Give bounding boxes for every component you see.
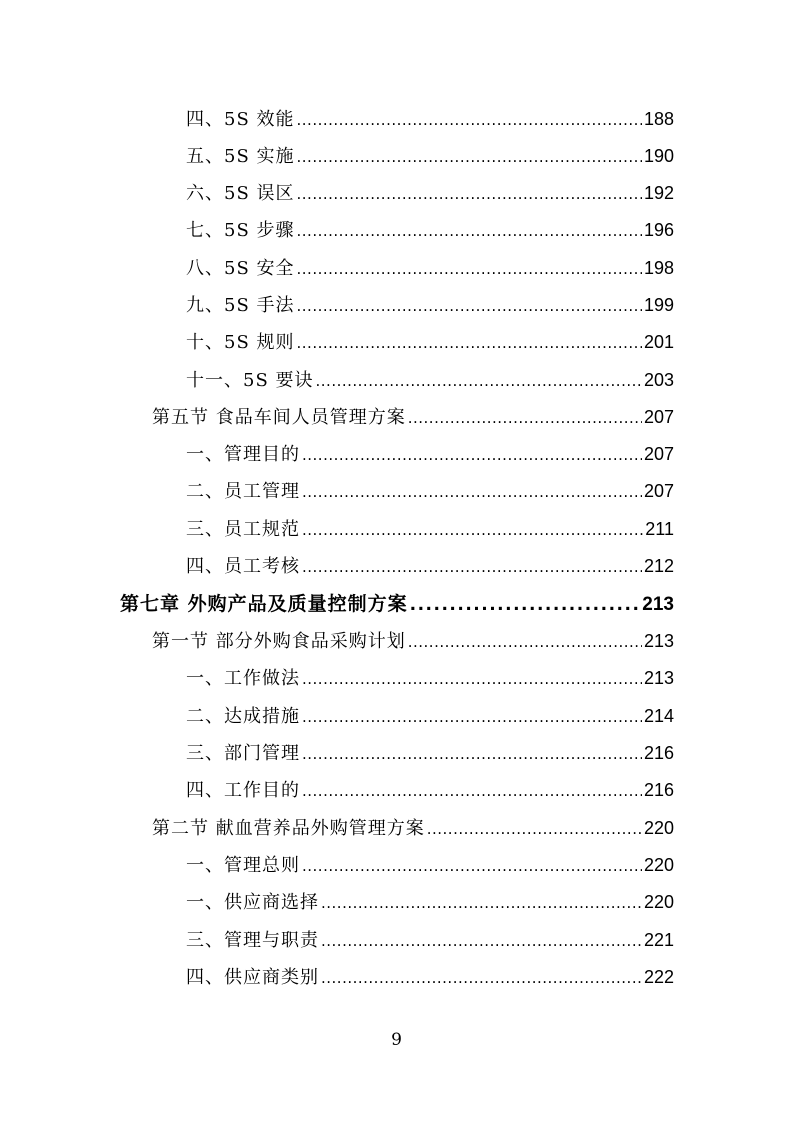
dot-leader — [302, 851, 642, 881]
toc-chapter-page: 213 — [642, 594, 674, 615]
dot-leader — [316, 366, 642, 396]
toc-entry[interactable] — [186, 775, 674, 805]
dot-leader — [302, 515, 643, 545]
dot-leader — [408, 403, 642, 433]
toc-entry-title: 十、5S 规则 — [186, 332, 295, 353]
page-number: 9 — [391, 1030, 402, 1050]
toc-entry-page: 190 — [643, 146, 674, 166]
dot-leader — [297, 179, 642, 209]
toc-section-title: 第二节 献血营养品外购管理方案 — [152, 818, 425, 839]
dot-leader — [302, 477, 642, 507]
toc-entry-page: 214 — [643, 706, 674, 726]
toc-section-page: 213 — [643, 631, 674, 651]
toc-section[interactable] — [152, 626, 674, 656]
toc-entry[interactable] — [186, 178, 674, 208]
dot-leader — [302, 702, 642, 732]
toc-entry[interactable] — [186, 925, 674, 955]
toc-entry-title: 九、5S 手法 — [186, 295, 295, 316]
toc-entry-page: 198 — [643, 258, 674, 278]
toc-entry[interactable] — [186, 290, 674, 320]
toc-entry-page: 211 — [645, 519, 674, 539]
toc-entry[interactable] — [186, 365, 674, 395]
toc-entry-page: 203 — [643, 370, 674, 390]
toc-entry-page: 188 — [643, 109, 674, 129]
toc-entry[interactable] — [186, 850, 674, 880]
toc-section-title: 第一节 部分外购食品采购计划 — [152, 631, 406, 652]
dot-leader — [321, 888, 642, 918]
dot-leader — [302, 552, 642, 582]
dot-leader — [302, 440, 642, 470]
toc-entry-page: 192 — [643, 183, 674, 203]
toc-entry[interactable] — [186, 104, 674, 134]
toc-entry[interactable] — [186, 327, 674, 357]
toc-entry-page: 220 — [643, 855, 674, 875]
toc-entry[interactable] — [186, 551, 674, 581]
toc-entry-title: 三、员工规范 — [186, 519, 300, 540]
toc-chapter[interactable] — [120, 589, 674, 619]
toc-section-title: 第五节 食品车间人员管理方案 — [152, 407, 406, 428]
dot-leader — [302, 739, 642, 769]
dot-leader — [297, 328, 642, 358]
toc-entry-title: 四、工作目的 — [186, 780, 300, 801]
toc-entry-page: 216 — [643, 743, 674, 763]
toc-entry[interactable] — [186, 887, 674, 917]
toc-entry-title: 三、部门管理 — [186, 743, 300, 764]
toc-entry[interactable] — [186, 141, 674, 171]
dot-leader — [408, 627, 642, 657]
toc-entry-title: 七、5S 步骤 — [186, 220, 295, 241]
toc-entry[interactable] — [186, 476, 674, 506]
toc-entry-page: 201 — [643, 332, 674, 352]
toc-entry-page: 216 — [643, 780, 674, 800]
toc-section[interactable] — [152, 402, 674, 432]
toc-entry[interactable] — [186, 701, 674, 731]
dot-leader — [302, 776, 642, 806]
toc-entry-title: 四、员工考核 — [186, 556, 300, 577]
toc-entry[interactable] — [186, 514, 674, 544]
dot-leader — [297, 216, 642, 246]
toc-entry-title: 四、供应商类别 — [186, 967, 319, 988]
dot-leader — [297, 105, 642, 135]
toc-entry-page: 213 — [643, 668, 674, 688]
dot-leader — [297, 254, 642, 284]
toc-entry[interactable] — [186, 663, 674, 693]
dot-leader — [321, 963, 642, 993]
toc-entry-title: 八、5S 安全 — [186, 258, 295, 279]
dot-leader — [321, 926, 642, 956]
toc-entry[interactable] — [186, 253, 674, 283]
toc-entry-title: 二、员工管理 — [186, 481, 300, 502]
toc-entry-title: 六、5S 误区 — [186, 183, 295, 204]
toc-entry-title: 十一、5S 要诀 — [186, 370, 314, 391]
toc-entry-title: 一、管理总则 — [186, 855, 300, 876]
toc-entry-page: 207 — [643, 481, 674, 501]
toc-chapter-title: 第七章 外购产品及质量控制方案 — [120, 593, 408, 615]
toc-entry-page: 207 — [643, 444, 674, 464]
toc-entry-page: 199 — [643, 295, 674, 315]
dot-leader — [302, 664, 642, 694]
toc-entry[interactable] — [186, 962, 674, 992]
toc-section[interactable] — [152, 813, 674, 843]
toc-entry-page: 212 — [643, 556, 674, 576]
toc-section-page: 207 — [643, 407, 674, 427]
toc-section-page: 220 — [643, 818, 674, 838]
toc-entry-title: 二、达成措施 — [186, 706, 300, 727]
toc-entry-title: 一、供应商选择 — [186, 892, 319, 913]
dot-leader — [410, 590, 641, 620]
toc-entry-page: 221 — [643, 930, 674, 950]
toc-entry-title: 一、工作做法 — [186, 668, 300, 689]
toc-entry-title: 四、5S 效能 — [186, 109, 295, 130]
toc-entry-page: 196 — [643, 220, 674, 240]
toc-entry-title: 一、管理目的 — [186, 444, 300, 465]
dot-leader — [297, 142, 642, 172]
toc-entry-page: 222 — [643, 967, 674, 987]
toc-entry-title: 五、5S 实施 — [186, 146, 295, 167]
dot-leader — [427, 814, 642, 844]
dot-leader — [297, 291, 642, 321]
toc-entry-page: 220 — [643, 892, 674, 912]
toc-entry[interactable] — [186, 215, 674, 245]
toc-entry[interactable] — [186, 738, 674, 768]
toc-entry-title: 三、管理与职责 — [186, 930, 319, 951]
toc-entry[interactable] — [186, 439, 674, 469]
